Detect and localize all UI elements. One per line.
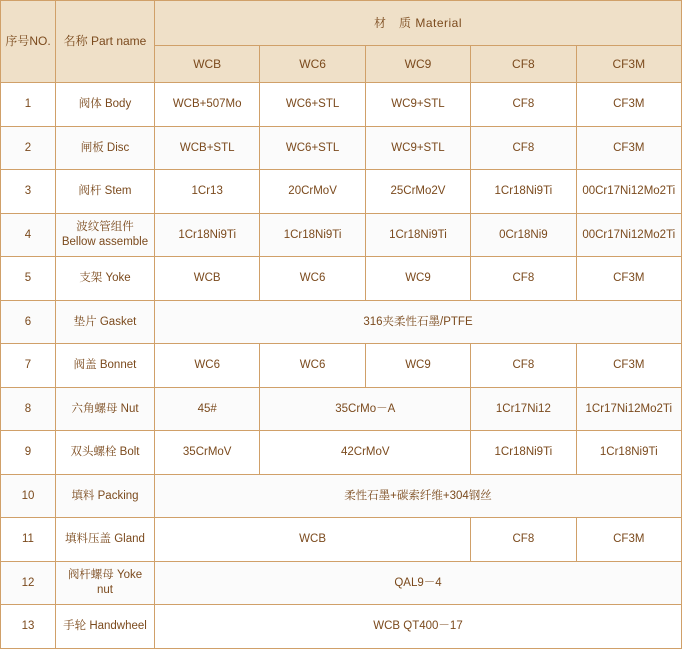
header-cell-material-wc9: WC9 <box>365 46 470 83</box>
row-part-name: 阀杆 Stem <box>56 170 155 214</box>
table-body <box>1 1 682 649</box>
row-value-group-1: WCB <box>155 518 471 562</box>
row-value-cf8: CF8 <box>471 257 576 301</box>
header-cell-part-name: 名称 Part name <box>56 1 155 83</box>
row-value-wc6: 20CrMoV <box>260 170 365 214</box>
row-value-group-4: 1Cr17Ni12Mo2Ti <box>576 387 681 431</box>
row-value-wc9: WC9 <box>365 257 470 301</box>
row-value-all-materials: WCB QT400－17 <box>155 605 682 649</box>
row-value-cf8: CF8 <box>471 344 576 388</box>
row-value-wcb: WC6 <box>155 344 260 388</box>
row-value-group-2: 35CrMo－A <box>260 387 471 431</box>
header-cell-material-wc6: WC6 <box>260 46 365 83</box>
row-part-name: 填料 Packing <box>56 474 155 518</box>
row-value-wc6: WC6 <box>260 344 365 388</box>
table-row <box>1 344 682 388</box>
row-number: 13 <box>1 605 56 649</box>
row-value-cf3m: 00Cr17Ni12Mo2Ti <box>576 170 681 214</box>
row-number: 6 <box>1 300 56 344</box>
row-value-cf8: CF8 <box>471 83 576 127</box>
row-value-group-1: 35CrMoV <box>155 431 260 475</box>
row-number: 12 <box>1 561 56 605</box>
table-row <box>1 561 682 605</box>
row-value-wc6: WC6+STL <box>260 126 365 170</box>
row-number: 5 <box>1 257 56 301</box>
row-value-wc6: WC6+STL <box>260 83 365 127</box>
row-part-name: 闸板 Disc <box>56 126 155 170</box>
table-row <box>1 431 682 475</box>
row-value-wc9: WC9 <box>365 344 470 388</box>
row-value-wcb: 1Cr18Ni9Ti <box>155 213 260 257</box>
table-row <box>1 474 682 518</box>
row-number: 1 <box>1 83 56 127</box>
row-number: 7 <box>1 344 56 388</box>
table-row <box>1 83 682 127</box>
row-number: 4 <box>1 213 56 257</box>
row-part-name: 阀盖 Bonnet <box>56 344 155 388</box>
row-part-name: 六角螺母 Nut <box>56 387 155 431</box>
row-number: 11 <box>1 518 56 562</box>
table-row <box>1 213 682 257</box>
table-row <box>1 387 682 431</box>
row-number: 8 <box>1 387 56 431</box>
row-value-wc6: WC6 <box>260 257 365 301</box>
row-value-wc9: 25CrMo2V <box>365 170 470 214</box>
row-value-group-2: CF8 <box>471 518 576 562</box>
table-row <box>1 300 682 344</box>
header-cell-material-cf8: CF8 <box>471 46 576 83</box>
table-row <box>1 170 682 214</box>
row-value-wc9: WC9+STL <box>365 126 470 170</box>
header-cell-material-wcb: WCB <box>155 46 260 83</box>
row-value-cf8: 0Cr18Ni9 <box>471 213 576 257</box>
row-value-wcb: 1Cr13 <box>155 170 260 214</box>
row-value-group-3: CF3M <box>576 518 681 562</box>
row-value-cf8: 1Cr18Ni9Ti <box>471 170 576 214</box>
table-row <box>1 257 682 301</box>
row-value-cf8: CF8 <box>471 126 576 170</box>
header-cell-material-group: 材 质 Material <box>155 1 682 46</box>
row-part-name-line1: 波纹管组件 <box>76 221 134 234</box>
row-value-cf3m: CF3M <box>576 257 681 301</box>
row-part-name: 支架 Yoke <box>56 257 155 301</box>
row-part-name: 手轮 Handwheel <box>56 605 155 649</box>
row-value-cf3m: CF3M <box>576 83 681 127</box>
row-value-group-4: 1Cr18Ni9Ti <box>576 431 681 475</box>
header-cell-material-cf3m: CF3M <box>576 46 681 83</box>
row-number: 10 <box>1 474 56 518</box>
row-number: 9 <box>1 431 56 475</box>
row-value-group-2: 42CrMoV <box>260 431 471 475</box>
row-value-wc9: WC9+STL <box>365 83 470 127</box>
table-row <box>1 518 682 562</box>
row-number: 2 <box>1 126 56 170</box>
row-value-all-materials: 柔性石墨+碳索纤维+304钢丝 <box>155 474 682 518</box>
header-cell-no: 序号NO. <box>1 1 56 83</box>
row-part-name: 阀体 Body <box>56 83 155 127</box>
row-value-group-3: 1Cr17Ni12 <box>471 387 576 431</box>
row-value-wc6: 1Cr18Ni9Ti <box>260 213 365 257</box>
table-header-top-row <box>1 1 682 46</box>
row-part-name: 阀杆螺母 Yoke nut <box>56 561 155 605</box>
row-part-name-line2: Bellow assemble <box>61 235 149 248</box>
row-value-wcb: WCB+507Mo <box>155 83 260 127</box>
row-value-cf3m: 00Cr17Ni12Mo2Ti <box>576 213 681 257</box>
table-row <box>1 126 682 170</box>
row-number: 3 <box>1 170 56 214</box>
row-value-group-3: 1Cr18Ni9Ti <box>471 431 576 475</box>
row-value-wcb: WCB <box>155 257 260 301</box>
table-row <box>1 605 682 649</box>
row-value-all-materials: QAL9－4 <box>155 561 682 605</box>
row-value-group-1: 45# <box>155 387 260 431</box>
row-part-name: 垫片 Gasket <box>56 300 155 344</box>
row-value-all-materials: 316夹柔性石墨/PTFE <box>155 300 682 344</box>
row-part-name: 双头螺栓 Bolt <box>56 431 155 475</box>
row-value-cf3m: CF3M <box>576 126 681 170</box>
row-value-cf3m: CF3M <box>576 344 681 388</box>
row-part-name: 填料压盖 Gland <box>56 518 155 562</box>
row-part-name <box>56 213 155 257</box>
row-value-wc9: 1Cr18Ni9Ti <box>365 213 470 257</box>
row-value-wcb: WCB+STL <box>155 126 260 170</box>
